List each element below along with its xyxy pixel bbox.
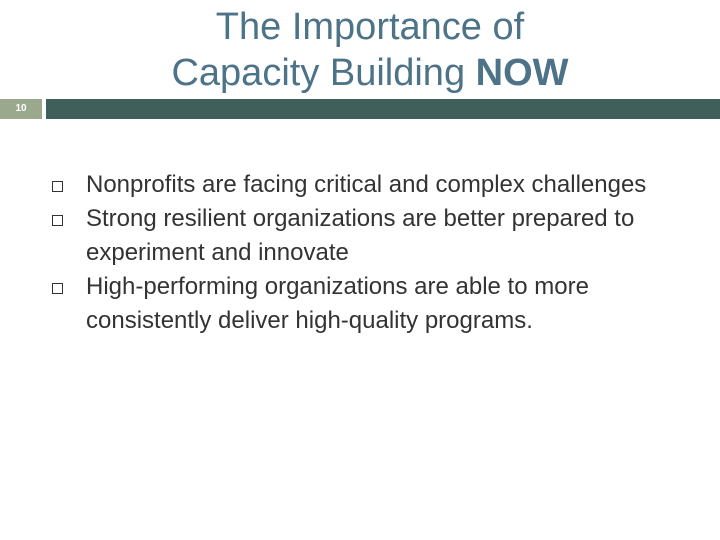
bullet-text: Nonprofits are facing critical and complex challenges xyxy=(86,171,647,198)
title-line-1: The Importance of xyxy=(215,6,525,48)
bullet-item xyxy=(52,168,692,202)
slide-title xyxy=(110,4,630,96)
slide-number: 10 xyxy=(15,103,27,114)
title-line-2-prefix: Capacity Building xyxy=(171,52,476,94)
title-emphasis: NOW xyxy=(475,52,569,94)
title-line-2 xyxy=(110,50,630,96)
bullet-list xyxy=(52,168,692,338)
hollow-square-bullet-icon xyxy=(52,181,63,192)
bullet-text: High-performing organizations are able to more consistently deliver high-quality programs. xyxy=(86,273,589,334)
hollow-square-bullet-icon xyxy=(52,283,63,294)
bullet-text: Strong resilient organizations are better prepared to experiment and innovate xyxy=(86,205,635,266)
bullet-item xyxy=(52,270,692,338)
bullet-item xyxy=(52,202,692,270)
hollow-square-bullet-icon xyxy=(52,215,63,226)
title-underline-bar xyxy=(46,99,720,119)
slide-number-box xyxy=(0,99,42,119)
